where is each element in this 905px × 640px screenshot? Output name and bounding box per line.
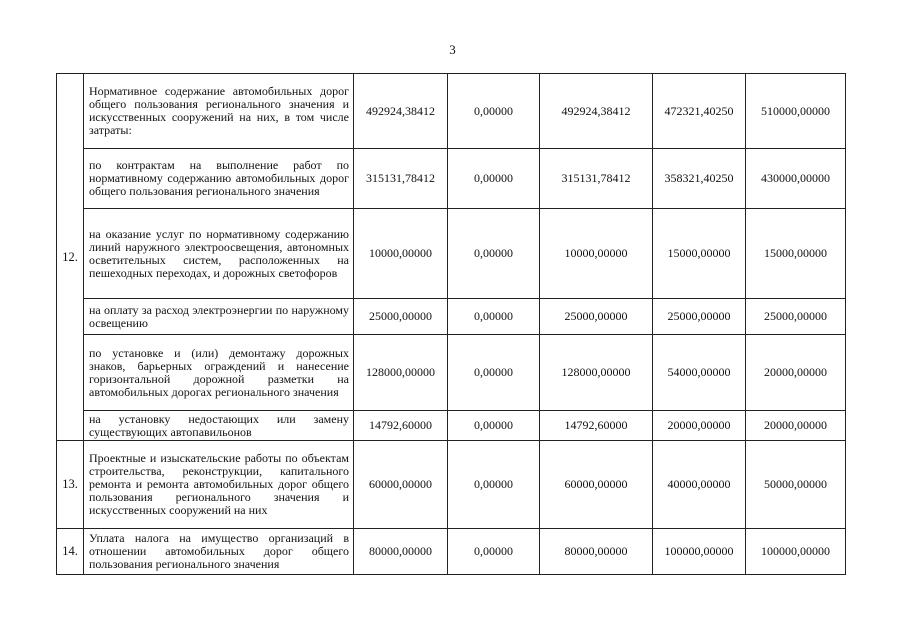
- value-cell: 128000,00000: [354, 335, 448, 411]
- value-cell: 472321,40250: [653, 74, 746, 149]
- table-row: [57, 411, 846, 441]
- budget-table: [56, 73, 846, 575]
- item-number-13: 13.: [57, 441, 84, 529]
- table-row: [57, 441, 846, 529]
- value-cell: 25000,00000: [354, 299, 448, 335]
- value-cell: 0,00000: [448, 74, 540, 149]
- value-cell: 128000,00000: [540, 335, 653, 411]
- value-cell: 0,00000: [448, 411, 540, 441]
- value-cell: 0,00000: [448, 441, 540, 529]
- value-cell: 60000,00000: [540, 441, 653, 529]
- value-cell: 54000,00000: [653, 335, 746, 411]
- value-cell: 0,00000: [448, 299, 540, 335]
- value-cell: 15000,00000: [653, 209, 746, 299]
- value-cell: 10000,00000: [354, 209, 448, 299]
- value-cell: 25000,00000: [540, 299, 653, 335]
- value-cell: 430000,00000: [746, 149, 846, 209]
- table-row: [57, 529, 846, 575]
- row-description: по контрактам на выполнение работ по нормативному содержанию автомобильных дорог общего пользования регионального значения: [84, 149, 354, 209]
- row-description: на оплату за расход электроэнергии по наружному освещению: [84, 299, 354, 335]
- value-cell: 40000,00000: [653, 441, 746, 529]
- value-cell: 0,00000: [448, 209, 540, 299]
- value-cell: 358321,40250: [653, 149, 746, 209]
- value-cell: 20000,00000: [746, 411, 846, 441]
- table-row: [57, 149, 846, 209]
- row-description: Нормативное содержание автомобильных дорог общего пользования регионального значения и искусственных сооружений на них, в том числе затраты:: [84, 74, 354, 149]
- row-description: Уплата налога на имущество организаций в отношении автомобильных дорог общего пользования регионального значения: [84, 529, 354, 575]
- page-number: 3: [449, 42, 456, 57]
- value-cell: 15000,00000: [746, 209, 846, 299]
- row-description: на оказание услуг по нормативному содержанию линий наружного электроосвещения, автономных осветительных систем, расположенных на пешеходных переходах, и дорожных светофоров: [84, 209, 354, 299]
- value-cell: 25000,00000: [746, 299, 846, 335]
- value-cell: 100000,00000: [746, 529, 846, 575]
- table-row: [57, 74, 846, 149]
- item-number-12: 12.: [57, 74, 84, 441]
- value-cell: 0,00000: [448, 149, 540, 209]
- value-cell: 315131,78412: [354, 149, 448, 209]
- table-row: [57, 209, 846, 299]
- value-cell: 10000,00000: [540, 209, 653, 299]
- value-cell: 0,00000: [448, 335, 540, 411]
- item-number-14: 14.: [57, 529, 84, 575]
- table-row: [57, 299, 846, 335]
- value-cell: 20000,00000: [653, 411, 746, 441]
- value-cell: 492924,38412: [540, 74, 653, 149]
- value-cell: 492924,38412: [354, 74, 448, 149]
- value-cell: 510000,00000: [746, 74, 846, 149]
- row-description: по установке и (или) демонтажу дорожных знаков, барьерных ограждений и нанесение горизонтальной дорожной разметки на автомобильных дорогах регионального значения: [84, 335, 354, 411]
- value-cell: 315131,78412: [540, 149, 653, 209]
- value-cell: 100000,00000: [653, 529, 746, 575]
- value-cell: 14792,60000: [354, 411, 448, 441]
- value-cell: 50000,00000: [746, 441, 846, 529]
- value-cell: 60000,00000: [354, 441, 448, 529]
- value-cell: 0,00000: [448, 529, 540, 575]
- row-description: Проектные и изыскательские работы по объектам строительства, реконструкции, капитального ремонта и ремонта автомобильных дорог общего пользования регионального значения и искусственных сооружений на них: [84, 441, 354, 529]
- table-row: [57, 335, 846, 411]
- value-cell: 25000,00000: [653, 299, 746, 335]
- row-description: на установку недостающих или замену существующих автопавильонов: [84, 411, 354, 441]
- value-cell: 80000,00000: [540, 529, 653, 575]
- value-cell: 14792,60000: [540, 411, 653, 441]
- value-cell: 80000,00000: [354, 529, 448, 575]
- value-cell: 20000,00000: [746, 335, 846, 411]
